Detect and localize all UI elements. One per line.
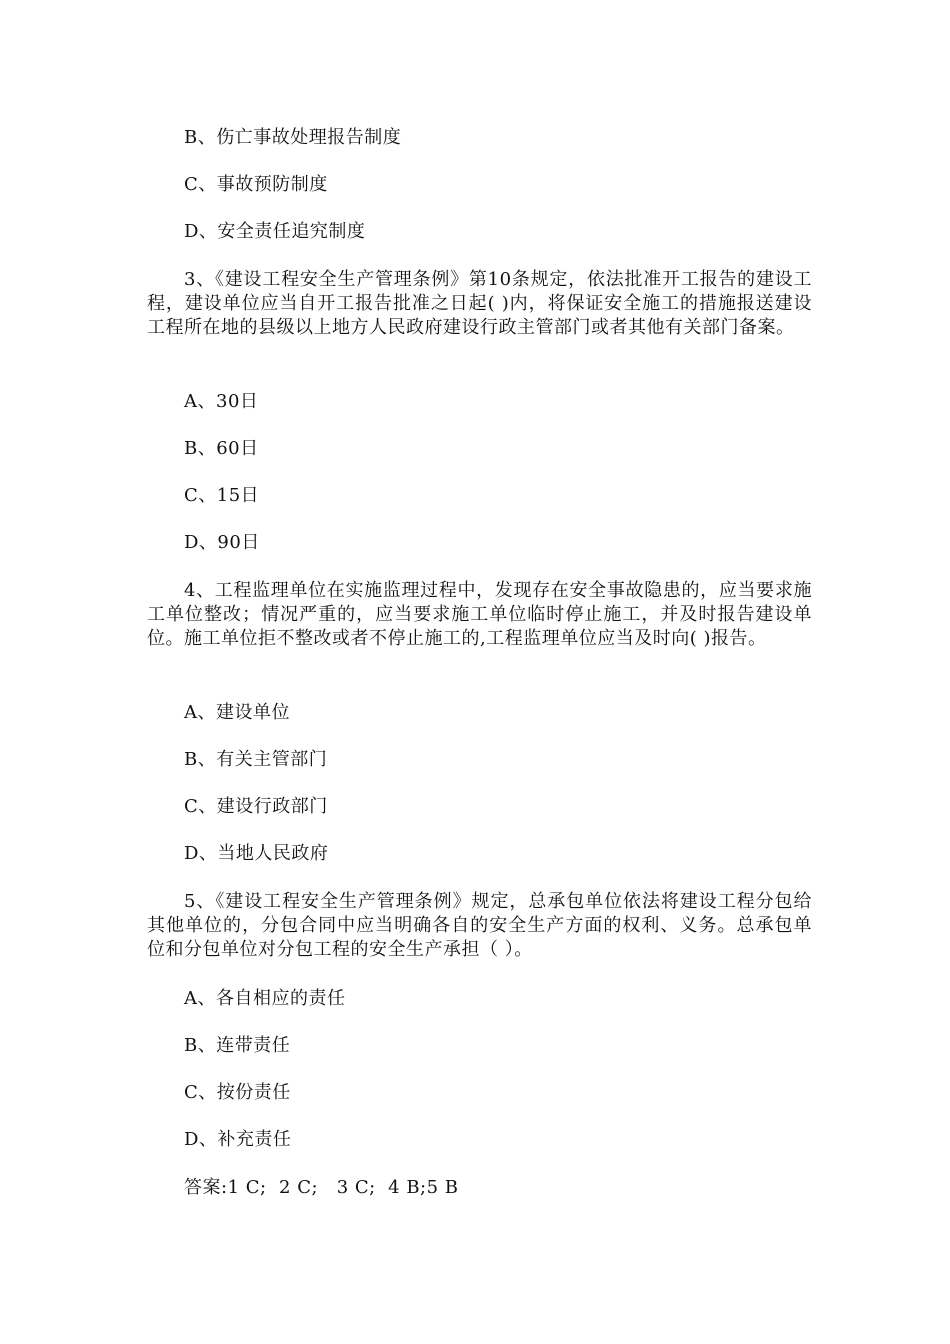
q4-option-c: C、建设行政部门 — [184, 796, 328, 817]
q3-option-b: B、60日 — [184, 438, 259, 459]
q4-option-d: D、当地人民政府 — [184, 843, 329, 864]
q3-option-d: D、90日 — [184, 532, 260, 553]
q3-question: 3、《建设工程安全生产管理条例》第10条规定，依法批准开工报告的建设工程，建设单位应当自开工报告批准之日起( )内，将保证安全施工的措施报送建设工程所在地的县级以上地方人民政府建设行政主管部门或者其他有关部门备案。 — [147, 269, 812, 338]
q5-option-d: D、补充责任 — [184, 1129, 292, 1150]
q5-option-c: C、按份责任 — [184, 1082, 291, 1103]
q2-option-d: D、安全责任追究制度 — [184, 221, 366, 242]
q4-option-a: A、建设单位 — [184, 702, 290, 723]
q3-option-c: C、15日 — [184, 485, 260, 506]
q5-option-b: B、连带责任 — [184, 1035, 291, 1056]
q5-question: 5、《建设工程安全生产管理条例》规定，总承包单位依法将建设工程分包给其他单位的，分包合同中应当明确各自的安全生产方面的权利、义务。总承包单位和分包单位对分包工程的安全生产承担（ ）。 — [147, 891, 812, 960]
q2-option-b: B、伤亡事故处理报告制度 — [184, 127, 402, 148]
q2-option-c: C、事故预防制度 — [184, 174, 328, 195]
q5-option-a: A、各自相应的责任 — [184, 988, 346, 1009]
q4-question: 4、工程监理单位在实施监理过程中，发现存在安全事故隐患的，应当要求施工单位整改；情况严重的，应当要求施工单位临时停止施工，并及时报告建设单位。施工单位拒不整改或者不停止施工的,工程监理单位应当及时向( )报告。 — [147, 580, 812, 649]
q4-option-b: B、有关主管部门 — [184, 749, 328, 770]
answer-key: 答案:1 C; 2 C; 3 C; 4 B;5 B — [184, 1177, 459, 1198]
q3-option-a: A、30日 — [184, 391, 259, 412]
